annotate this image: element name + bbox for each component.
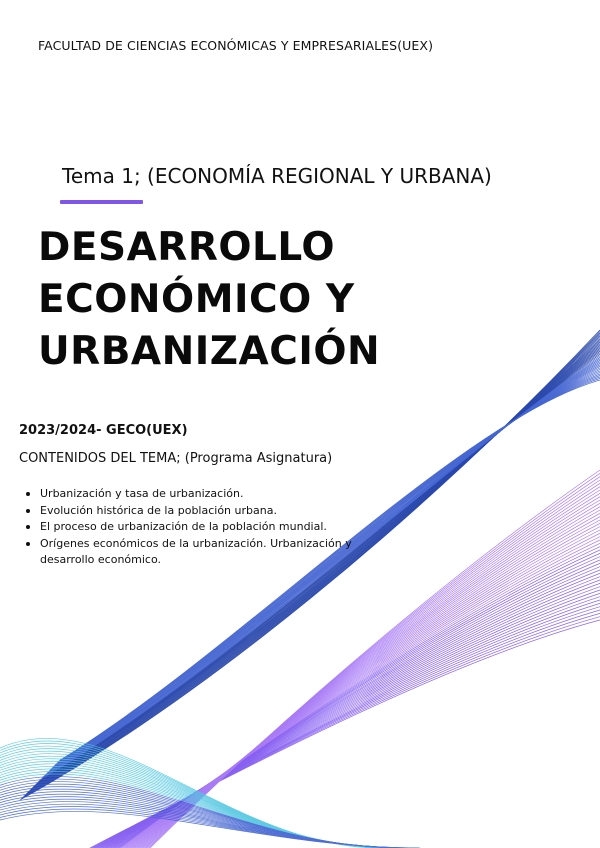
topic-label: Tema 1; (ECONOMÍA REGIONAL Y URBANA)	[62, 164, 492, 188]
bullet-icon	[26, 542, 30, 546]
wave-line	[0, 738, 380, 848]
contents-list	[22, 486, 392, 569]
contents-heading: CONTENIDOS DEL TEMA; (Programa Asignatura)	[19, 451, 333, 466]
list-item-text: Orígenes económicos de la urbanización. Urbanización y desarrollo económico.	[40, 536, 352, 566]
list-item	[22, 536, 392, 569]
list-item-text: El proceso de urbanización de la población mundial.	[40, 520, 327, 533]
list-item	[22, 519, 392, 536]
list-item	[22, 486, 392, 503]
wave-line	[0, 806, 417, 848]
wave-line	[0, 771, 398, 848]
wave-line	[0, 809, 419, 848]
title-line: ECONÓMICO Y	[38, 277, 355, 322]
academic-year: 2023/2024- GECO(UEX)	[19, 423, 188, 438]
title-line: URBANIZACIÓN	[38, 329, 381, 374]
list-item-text: Urbanización y tasa de urbanización.	[40, 487, 244, 500]
title-line: DESARROLLO	[38, 225, 335, 270]
document-title	[38, 222, 380, 378]
list-item	[22, 503, 392, 520]
bullet-icon	[26, 492, 30, 496]
list-item-text: Evolución histórica de la población urbana.	[40, 503, 277, 517]
faculty-name: FACULTAD DE CIENCIAS ECONÓMICAS Y EMPRESARIALES(UEX)	[38, 38, 434, 53]
wave-line	[0, 769, 397, 848]
bullet-icon	[26, 509, 30, 513]
wave-line	[0, 766, 395, 848]
bullet-icon	[26, 525, 30, 529]
topic-underline	[60, 200, 143, 204]
